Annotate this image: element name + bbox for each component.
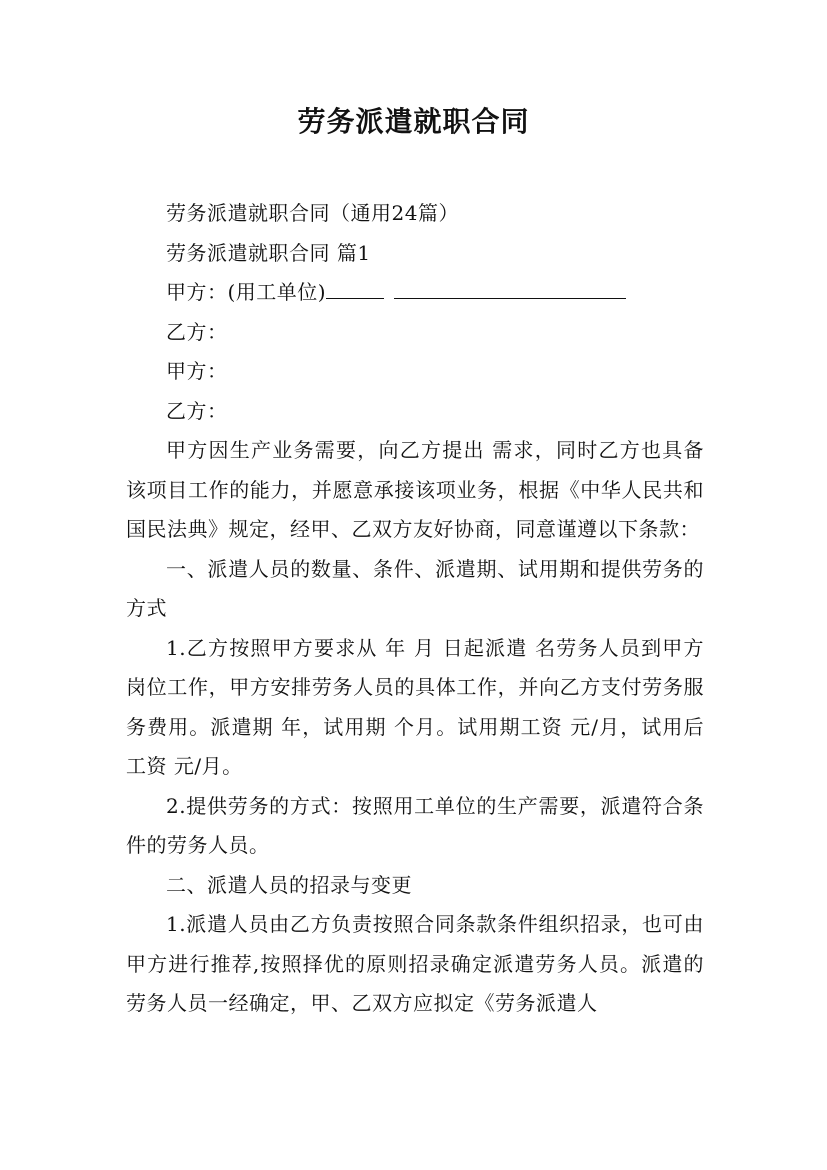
blank-line-short [326, 277, 384, 299]
document-body [126, 194, 704, 1024]
party-b-label-1: 乙方： [166, 319, 228, 344]
blank-line-long [394, 277, 626, 299]
chapter-heading: 劳务派遣就职合同 篇1 [166, 240, 371, 265]
clause-1-2: 2.提供劳务的方式：按照用工单位的生产需要，派遣符合条件的劳务人员。 [126, 793, 704, 857]
party-a-label: 甲方：(用工单位) [166, 280, 327, 304]
document-subtitle: 劳务派遣就职合同（通用24篇） [166, 201, 459, 225]
document-title: 劳务派遣就职合同 [297, 105, 530, 138]
party-a-line [126, 273, 704, 313]
party-b-label-2: 乙方： [166, 398, 228, 423]
clause-2-1: 1.派遣人员由乙方负责按照合同条款条件组织招录，也可由甲方进行推荐,按照择优的原则招录确定派遣劳务人员。派遣的劳务人员一经确定，甲、乙双方应拟定《劳务派遣人 [126, 912, 704, 1015]
section-1-heading: 一、派遣人员的数量、条件、派遣期、试用期和提供劳务的方式 [126, 556, 704, 620]
clause-1-1: 1.乙方按照甲方要求从 年 月 日起派遣 名劳务人员到甲方 岗位工作，甲方安排劳务人员的具体工作，并向乙方支付劳务服务费用。派遣期 年，试用期 个月。试用期工资 元/月，试用后工资 元/月。 [126, 635, 704, 778]
section-2-heading: 二、派遣人员的招录与变更 [166, 872, 412, 897]
intro-paragraph: 甲方因生产业务需要，向乙方提出 需求，同时乙方也具备该项目工作的能力，并愿意承接该项业务，根据《中华人民共和国民法典》规定，经甲、乙双方友好协商，同意谨遵以下条款： [126, 438, 704, 541]
party-a-label-2: 甲方： [166, 359, 228, 383]
